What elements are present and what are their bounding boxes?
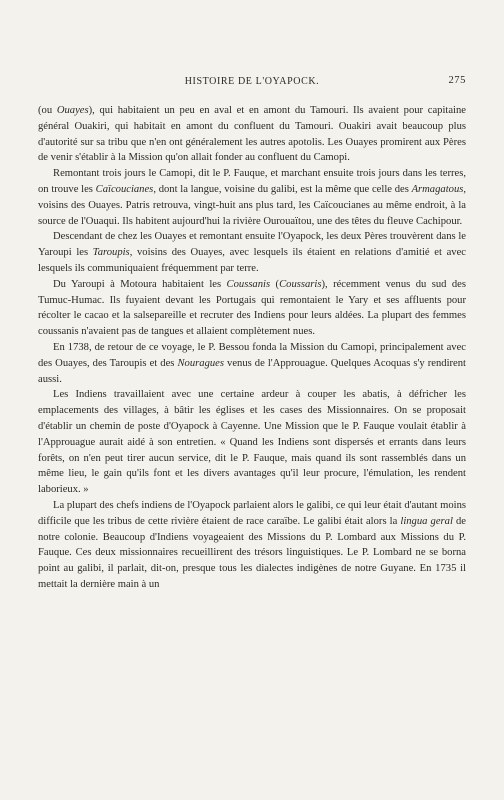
paragraph	[38, 229, 466, 276]
text-run: , dont la langue, voisine du galibi, est la même que celle des	[153, 183, 412, 195]
italic-term: Caïcoucianes	[95, 183, 154, 195]
paragraph	[38, 277, 466, 340]
text-run: (	[270, 278, 280, 290]
italic-term: Nouragues	[177, 357, 224, 369]
text-run: En 1738, de retour de ce voyage, le P. Bessou fonda la Mission du Camopi, principalement avec des Ouayes, des Taroupis et des	[38, 341, 466, 369]
text-run: , voisins des Ouayes. Patris retrouva, vingt-huit ans plus tard, les Caïcoucianes au même endroit, à la source de l'Ouaqui. Ils habitent aujourd'hui la rivière Ourouaïtou, une des têtes du fleuve Cachipour.	[38, 183, 467, 227]
text-run: Remontant trois jours le Camopi, dit le P. Fauque, et marchant ensuite trois jours dans les terres, on trouve les	[38, 168, 466, 195]
italic-term: Coussaris	[279, 278, 322, 290]
running-title: HISTOIRE DE L'OYAPOCK.	[184, 76, 320, 87]
text-run: Descendant de chez les Ouayes et remontant ensuite l'Oyapock, les deux Pères trouvèrent dans le Yaroupi les	[38, 231, 466, 259]
paragraph	[38, 340, 466, 387]
text-run: venus de l'Approuague. Quelques Acoquas s'y rendirent aussi.	[38, 357, 466, 385]
paragraph	[38, 103, 466, 166]
paragraph	[38, 498, 466, 593]
text-run: (ou	[38, 105, 57, 116]
italic-term: lingua geral	[400, 515, 453, 527]
italic-term: Taroupis	[92, 247, 130, 259]
text-run: ), récemment venus du sud des Tumuc-Humac. Ils fuyaient devant les Portugais qui remontaient le Yary et ses affluents pour récolter le cacao et la salsepareille et recruter des Indiens pour leurs aldées. La plupart des femmes coussanis n'avaient pas de tangues et allaient complètement nues.	[38, 278, 467, 338]
running-header	[38, 76, 466, 90]
text-run: Les Indiens travaillaient avec une certaine ardeur à couper les abatis, à défricher les emplacements des villages, à bâtir les églises et les cases des Missionnaires. On se proposait d'établir un chemin de poste d'Oyapock à Cayenne. Une Mission que le P. Fauque voulait établir à l'Approuague aurait aidé à son entretien. « Quand les Indiens sont dispersés et errants dans leurs forêts, on n'en peut tirer aucun service, dit le P. Fauque, mais quand ils sont rassemblés dans un même lieu, le gain qu'ils font et les divers avantages qu'il leur procure, l'émulation, les rendent laborieux. »	[38, 389, 466, 496]
italic-term: Coussanis	[226, 278, 271, 290]
text-run: ), qui habitaient un peu en aval et en amont du Tamouri. Ils avaient pour capitaine général Ouakiri, qui habitait en amont du confluent du Tamouri. Ouakiri avait beaucoup plus d'autorité sur sa tribu que n'en ont généralement les autres apotolis. Les Ouayes promirent aux Pères de venir s'établir à la Mission qu'on allait fonder au confluent du Camopi.	[38, 105, 467, 164]
body-text	[38, 103, 466, 593]
italic-term: Armagatous	[411, 183, 464, 195]
paragraph	[38, 166, 466, 229]
text-run: de notre colonie. Beaucoup d'Indiens voyageaient des Missions du P. Lombard aux Missions du P. Fauque. Ces deux missionnaires recueillirent des trésors linguistiques. Le P. Lombard ne se borna point au galibi, il parlait, dit-on, presque tous les dialectes indigènes de notre Guyane. En 1735 il mettait la dernière main à un	[38, 515, 466, 590]
italic-term: Ouayes	[56, 105, 89, 116]
page-number: 275	[448, 75, 466, 86]
text-run: , voisins des Ouayes, avec lesquels ils étaient en relations d'amitié et avec lesquels ils communiquaient fréquemment par terre.	[38, 247, 466, 274]
text-run: La plupart des chefs indiens de l'Oyapock parlaient alors le galibi, ce qui leur était d'autant moins difficile que les tribus de cette rivière étaient de race caraïbe. Le galibi était alors la	[38, 499, 466, 527]
paragraph	[38, 387, 466, 498]
text-run: Du Yaroupi à Motoura habitaient les	[53, 278, 227, 290]
